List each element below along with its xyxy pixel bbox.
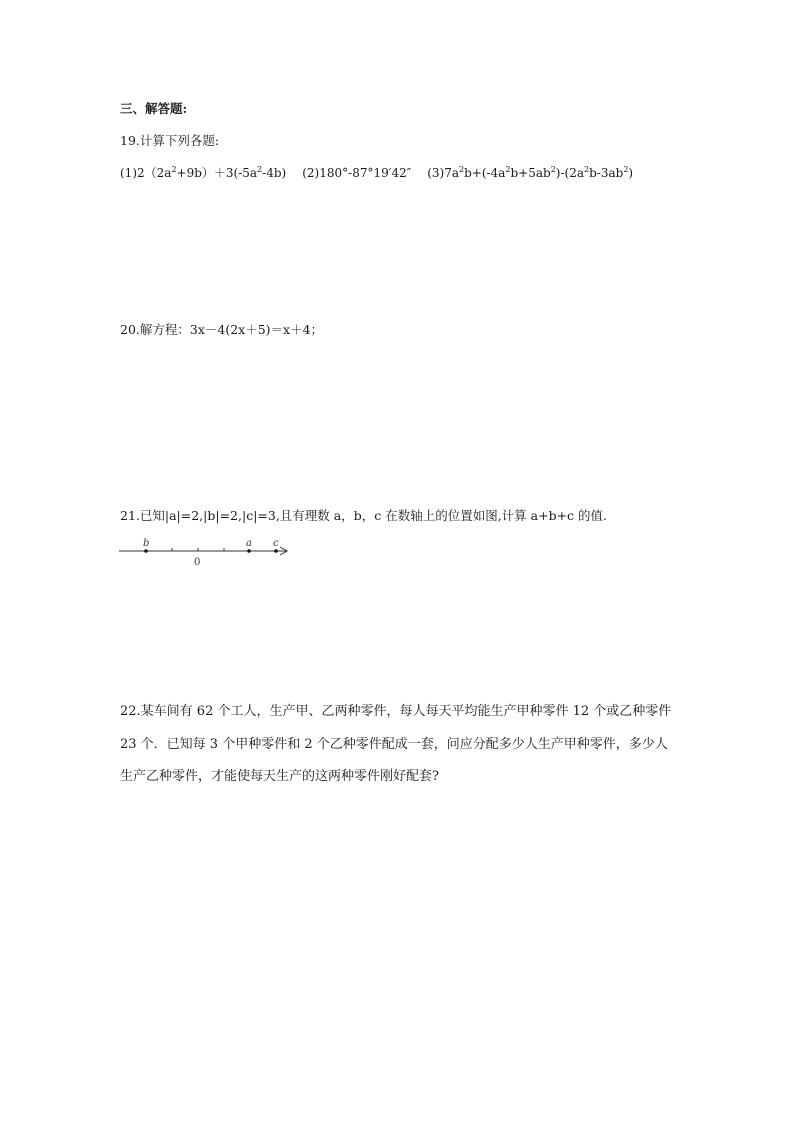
question-22-line1: 22.某车间有 62 个工人，生产甲、乙两种零件，每人每天平均能生产甲种零件 12 个或乙种零件 (120, 704, 672, 719)
label-b: b (143, 538, 150, 549)
point-c (274, 549, 278, 553)
question-20: 20.解方程：3x－4(2x＋5)＝x＋4； (120, 322, 324, 337)
point-b (144, 549, 148, 553)
label-a: a (246, 538, 252, 549)
question-19-title: 19.计算下列各题: (120, 133, 220, 148)
number-line-figure (116, 537, 296, 573)
question-22-line3: 生产乙种零件，才能使每天生产的这两种零件刚好配套? (120, 769, 439, 784)
question-21: 21.已知|a|=2,|b|=2,|c|=3,且有理数 a，b，c 在数轴上的位置如图,计算 a+b+c 的值. (120, 508, 608, 523)
question-22-line2: 23 个．已知每 3 个甲种零件和 2 个乙种零件配成一套，问应分配多少人生产甲种零件，多少人 (120, 737, 668, 752)
q19-part3: $(3)7a^2b+(-4a^2b+5ab^2)-(2a^2b-3ab^2)$ (427, 165, 634, 180)
q19-part1: $(1)2(2a^2+9b)+3(-5a^2-4b)$ (120, 165, 287, 180)
q19-part2: (2)180°-87°19′42″ (302, 166, 412, 180)
label-c: c (273, 538, 279, 549)
label-zero: 0 (194, 557, 201, 568)
question-19-parts (120, 165, 633, 181)
point-a (247, 549, 251, 553)
section-title: 三、解答题: (120, 101, 188, 116)
